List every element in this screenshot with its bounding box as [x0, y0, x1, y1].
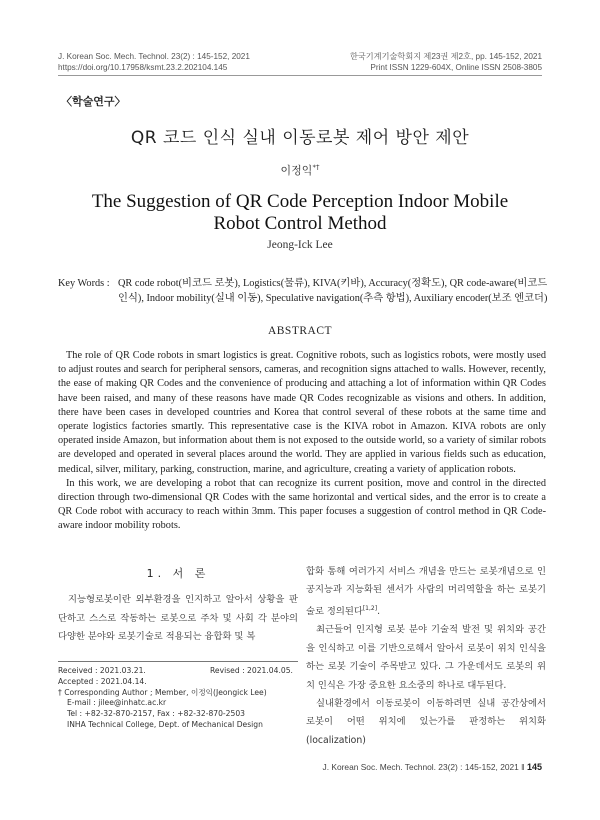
section-heading: 1. 서 론: [146, 567, 210, 580]
author-korean-name: 이정익: [280, 164, 313, 177]
journal-citation-korean: 한국기계기술학회지 제23권 제2호, pp. 145-152, 2021: [349, 52, 542, 61]
page-number: 145: [526, 762, 542, 772]
revised-date: Revised : 2021.04.05.: [210, 666, 293, 675]
title-korean: QR 코드 인식 실내 이동로봇 제어 방안 제안: [130, 128, 470, 148]
title-english-line1: The Suggestion of QR Code Perception Indoor Mobile: [91, 191, 509, 212]
page-footer: [323, 762, 542, 772]
footnote-block: [58, 666, 298, 731]
issn-line: Print ISSN 1229-604X, Online ISSN 2508-3805: [370, 63, 542, 72]
corresponding-author: † Corresponding Author ; Member, 이정익(Jeongick Lee): [58, 687, 267, 697]
footnote-dates: [58, 666, 298, 677]
keywords-block: [58, 276, 548, 306]
journal-citation: J. Korean Soc. Mech. Technol. 23(2) : 145-152, 2021: [58, 52, 250, 61]
body-paragraph: [306, 563, 546, 621]
title-english: [0, 191, 600, 235]
author-affiliation: INHA Technical College, Dept. of Mechanical Design: [67, 719, 263, 729]
abstract-paragraph: In this work, we are developing a robot that can recognize its current position, move and control in the directed direction through two-dimensional QR Codes with the same horizontal and vertical sides, and the error is to create a QR Code robot with accuracy to reach within 3mm. This paper focuses a suggestion of control method in QR Code-aware indoor mobility robots.: [58, 477, 546, 532]
accepted-date: Accepted : 2021.04.14.: [58, 676, 147, 686]
received-date: Received : 2021.03.21.: [58, 666, 146, 675]
running-header-left: [58, 51, 250, 73]
body-column-left: [58, 565, 298, 647]
abstract-heading: ABSTRACT: [267, 325, 333, 337]
citation-ref[interactable]: [1,2]: [362, 604, 378, 612]
author-english: Jeong-Ick Lee: [267, 239, 333, 251]
abstract-body: [58, 349, 546, 534]
author-korean: [0, 162, 600, 178]
body-paragraph: 실내환경에서 이동로봇이 이동하려면 실내 공간상에서 로봇이 어떤 위치에 있는가를 판정하는 위치화(localization): [306, 697, 546, 746]
footnote-divider: [58, 661, 298, 662]
footer-citation: J. Korean Soc. Mech. Technol. 23(2) : 145-152, 2021 ‖: [322, 762, 527, 772]
abstract-paragraph: The role of QR Code robots in smart logistics is great. Cognitive robots, such as logistics robots, were mostly used to adjust routes and search for peripheral sensors, cameras, and recognition signs attached to walls. However, recently, the ease of making QR Codes and the convenience of producing and attaching a lot of information within QR Codes have been raised, and many of these reasons have made QR Codes recognizable as visions and others. In addition, there have been cases in developed countries and Korea that control several of these robots at the same time and operate logistics factories smartly. This representative case is the KIVA robot in Amazon. KIVA robots are only operated inside Amazon, but information about them is not exposed to the outside world, so a variety of similar robots are developed and operated in several places around the world. They are applied in various fields such as education, medical, silver, military, parking, construction, marine, and agriculture, creating a variety of application robots.: [58, 350, 546, 475]
body-text: 합화 통해 여러가지 서비스 개념을 만드는 로봇개념으로 인공지능과 지능화된 센서가 사람의 머리역할을 하는 로봇기술로 정의된다: [306, 566, 546, 617]
author-mark: *†: [312, 163, 320, 172]
author-phone: Tel : +82-32-870-2157, Fax : +82-32-870-2503: [67, 709, 246, 719]
body-paragraph: 최근들어 인지형 로봇 분야 기술적 발전 및 위치와 공간을 인식하고 이를 기반으로해서 알아서 로봇이 위치 인식을 하는 로봇 기술이 주목받고 있다. 그 가운데서도 로봇의 위치 인식은 가장 중요한 요소중의 하나로 대두된다.: [306, 624, 546, 691]
header-divider: [58, 75, 542, 76]
title-english-line2: Robot Control Method: [213, 213, 387, 234]
body-paragraph: 지능형로봇이란 외부환경을 인지하고 알아서 상황을 판단하고 스스로 작동하는 로봇으로 주차 및 사회 각 분야의 다양한 분야와 로봇기술로 적용되는 융합화 및 복: [58, 594, 298, 643]
keywords-label: Key Words :: [58, 278, 110, 289]
author-email[interactable]: E-mail : jilee@inhatc.ac.kr: [67, 698, 167, 708]
body-column-right: [306, 563, 546, 750]
running-header-right: [350, 51, 542, 73]
article-category: 〈학술연구〉: [61, 95, 126, 108]
body-text-end: .: [377, 605, 381, 617]
doi-link[interactable]: https://doi.org/10.17958/ksmt.23.2.202104.145: [58, 63, 228, 72]
keywords-text: QR code robot(비코드 로봇), Logistics(물류), KIVA(키바), Accuracy(정확도), QR code-aware(비코드 인식), Indoor mobility(실내 이동), Speculative navigation(추측 항법), Auxiliary encoder(보조 엔코더): [118, 278, 548, 304]
